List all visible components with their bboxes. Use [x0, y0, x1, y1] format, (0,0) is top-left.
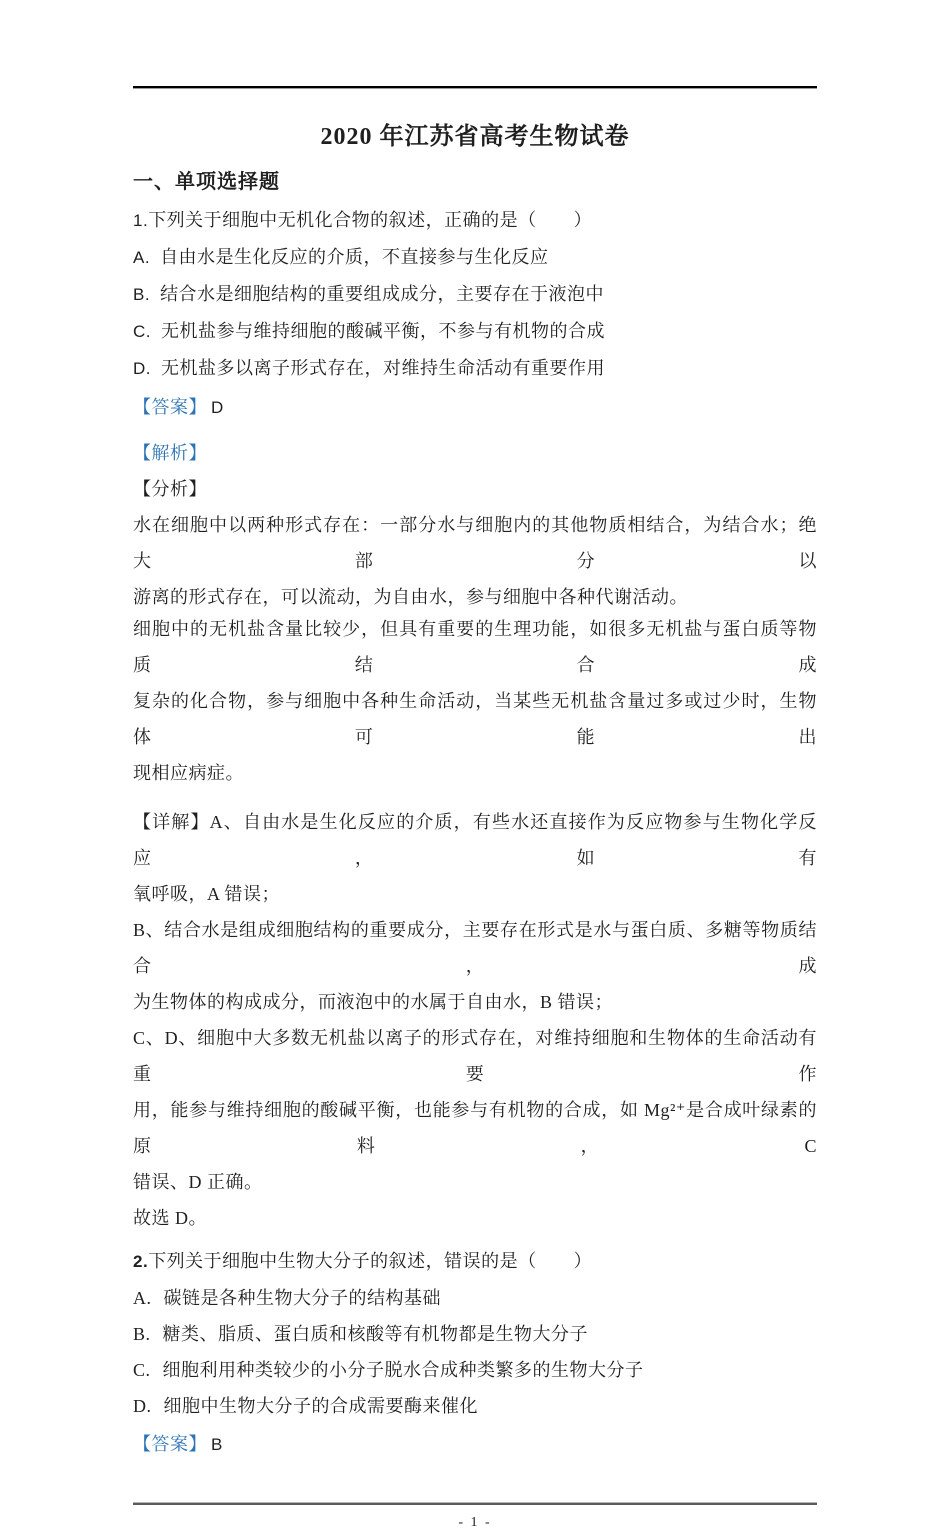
- answer-label: 【答案】: [133, 1434, 207, 1454]
- paragraph-line: C、D、细胞中大多数无机盐以离子的形式存在，对维持细胞和生物体的生命活动有重要作: [133, 1028, 817, 1084]
- option-label: B.: [133, 285, 151, 304]
- option-text: 细胞中生物大分子的合成需要酶来催化: [163, 1396, 478, 1416]
- option-label: A.: [133, 248, 151, 267]
- question-2-text: 下列关于细胞中生物大分子的叙述，错误的是（ ）: [148, 1251, 593, 1271]
- paragraph-line: 氧呼吸，A 错误；: [133, 884, 281, 904]
- paragraph-line: 错误、D 正确。: [133, 1172, 263, 1192]
- analysis-water-paragraph: [133, 507, 817, 615]
- question-2-option-b: [133, 1316, 817, 1352]
- answer-label: 【答案】: [133, 397, 207, 417]
- fenxi-label: 【分析】: [133, 479, 207, 499]
- question-2-number: 2.: [133, 1252, 149, 1271]
- option-label: C.: [133, 322, 151, 341]
- question-1-answer-row: [133, 389, 817, 426]
- section-heading: 一、单项选择题: [133, 171, 280, 193]
- question-1-option-d: [133, 350, 817, 387]
- detail-paragraph-b: [133, 912, 817, 1020]
- analysis-salt-paragraph: [133, 611, 817, 791]
- question-2-answer-row: [133, 1426, 817, 1463]
- question-1-text: 下列关于细胞中无机化合物的叙述，正确的是（ ）: [148, 210, 593, 230]
- question-1-number: 1.: [133, 211, 149, 230]
- footer-rule: [133, 1502, 817, 1505]
- option-text: 碳链是各种生物大分子的结构基础: [163, 1288, 441, 1308]
- paragraph-line: 为生物体的构成成分，而液泡中的水属于自由水，B 错误；: [133, 992, 614, 1012]
- paragraph-line: B、结合水是组成细胞结构的重要成分，主要存在形式是水与蛋白质、多糖等物质结合，成: [133, 920, 817, 976]
- option-text: 无机盐参与维持细胞的酸碱平衡，不参与有机物的合成: [161, 321, 605, 341]
- option-text: 细胞利用种类较少的小分子脱水合成种类繁多的生物大分子: [162, 1360, 644, 1380]
- option-label: A.: [133, 1288, 152, 1308]
- page-number: - 1 -: [458, 1515, 492, 1530]
- option-text: 无机盐多以离子形式存在，对维持生命活动有重要作用: [161, 358, 605, 378]
- question-1-option-c: [133, 313, 817, 350]
- option-label: D.: [133, 359, 151, 378]
- page-content: [133, 86, 817, 1533]
- document-title: 2020 年江苏省高考生物试卷: [320, 124, 630, 150]
- question-2-stem: [133, 1243, 817, 1280]
- paragraph-line: 现相应病症。: [133, 763, 244, 783]
- paragraph-line: 水在细胞中以两种形式存在：一部分水与细胞内的其他物质相结合，为结合水；绝大部分以: [133, 515, 817, 571]
- option-text: 自由水是生化反应的介质，不直接参与生化反应: [160, 247, 549, 267]
- paragraph-line: 用，能参与维持细胞的酸碱平衡，也能参与有机物的合成，如 Mg²⁺是合成叶绿素的原料，C: [133, 1100, 817, 1156]
- question-2-option-c: [133, 1352, 817, 1388]
- option-label: C.: [133, 1360, 151, 1380]
- conclusion-line: 故选 D。: [133, 1208, 207, 1228]
- option-text: 结合水是细胞结构的重要组成成分，主要存在于液泡中: [160, 284, 605, 304]
- paragraph-line: 游离的形式存在，可以流动，为自由水，参与细胞中各种代谢活动。: [133, 587, 688, 607]
- option-label: D.: [133, 1396, 152, 1416]
- jiexi-label: 【解析】: [133, 443, 207, 463]
- header-rule: [133, 86, 817, 89]
- answer-value: B: [211, 1435, 223, 1454]
- question-1-stem: [133, 202, 817, 239]
- detail-paragraph-a: [133, 804, 817, 912]
- document-page: [0, 86, 950, 1530]
- question-1-option-b: [133, 276, 817, 313]
- paragraph-line: 细胞中的无机盐含量比较少，但具有重要的生理功能，如很多无机盐与蛋白质等物质结合成: [133, 619, 817, 675]
- question-2-option-d: [133, 1388, 817, 1424]
- question-2-option-a: [133, 1280, 817, 1316]
- paragraph-line: 复杂的化合物，参与细胞中各种生命活动，当某些无机盐含量过多或过少时，生物体可能出: [133, 691, 817, 747]
- option-label: B.: [133, 1324, 151, 1344]
- detail-paragraph-cd: [133, 1020, 817, 1200]
- paragraph-line: 【详解】A、自由水是生化反应的介质，有些水还直接作为反应物参与生物化学反应，如有: [133, 812, 817, 868]
- question-1-option-a: [133, 239, 817, 276]
- answer-value: D: [211, 398, 224, 417]
- option-text: 糖类、脂质、蛋白质和核酸等有机物都是生物大分子: [162, 1324, 589, 1344]
